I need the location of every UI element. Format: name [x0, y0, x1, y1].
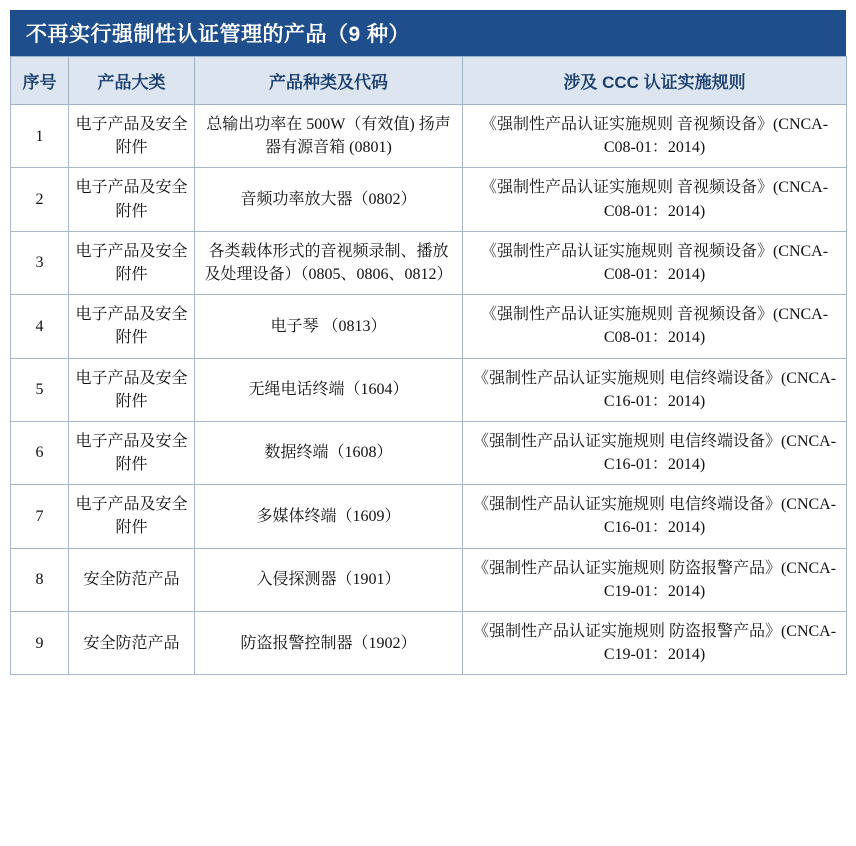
cell-kind: 音频功率放大器（0802）: [195, 168, 463, 231]
table-row: [11, 105, 847, 168]
cell-index: 8: [11, 548, 69, 611]
cell-category: 安全防范产品: [69, 548, 195, 611]
cell-index: 7: [11, 485, 69, 548]
cell-index: 1: [11, 105, 69, 168]
cell-rule: 《强制性产品认证实施规则 防盗报警产品》(CNCA-C19-01：2014): [463, 612, 847, 675]
cell-rule: 《强制性产品认证实施规则 电信终端设备》(CNCA-C16-01：2014): [463, 358, 847, 421]
column-header-category: 产品大类: [69, 57, 195, 105]
table-row: [11, 485, 847, 548]
cell-category: 电子产品及安全附件: [69, 231, 195, 294]
column-header-kind: 产品种类及代码: [195, 57, 463, 105]
table-row: [11, 295, 847, 358]
table-row: [11, 358, 847, 421]
cell-category: 电子产品及安全附件: [69, 168, 195, 231]
table-row: [11, 168, 847, 231]
cell-index: 9: [11, 612, 69, 675]
cell-kind: 总输出功率在 500W（有效值) 扬声器有源音箱 (0801): [195, 105, 463, 168]
table-row: [11, 231, 847, 294]
cell-rule: 《强制性产品认证实施规则 防盗报警产品》(CNCA-C19-01：2014): [463, 548, 847, 611]
cell-kind: 数据终端（1608）: [195, 421, 463, 484]
cell-category: 电子产品及安全附件: [69, 358, 195, 421]
cell-index: 3: [11, 231, 69, 294]
cell-category: 安全防范产品: [69, 612, 195, 675]
cell-kind: 无绳电话终端（1604）: [195, 358, 463, 421]
cell-kind: 各类载体形式的音视频录制、播放及处理设备）（0805、0806、0812）: [195, 231, 463, 294]
table-body: [11, 105, 847, 675]
cell-kind: 多媒体终端（1609）: [195, 485, 463, 548]
column-header-index: 序号: [11, 57, 69, 105]
cell-rule: 《强制性产品认证实施规则 音视频设备》(CNCA-C08-01：2014): [463, 168, 847, 231]
table-header-row: [11, 57, 847, 105]
table-header: [11, 57, 847, 105]
cell-index: 4: [11, 295, 69, 358]
cell-category: 电子产品及安全附件: [69, 485, 195, 548]
cell-category: 电子产品及安全附件: [69, 421, 195, 484]
cell-index: 5: [11, 358, 69, 421]
page-title: 不再实行强制性认证管理的产品（9 种）: [26, 23, 411, 46]
cell-rule: 《强制性产品认证实施规则 电信终端设备》(CNCA-C16-01：2014): [463, 421, 847, 484]
cell-kind: 电子琴 （0813）: [195, 295, 463, 358]
cell-rule: 《强制性产品认证实施规则 音视频设备》(CNCA-C08-01：2014): [463, 295, 847, 358]
table-row: [11, 548, 847, 611]
cell-kind: 入侵探测器（1901）: [195, 548, 463, 611]
cell-index: 2: [11, 168, 69, 231]
cell-rule: 《强制性产品认证实施规则 电信终端设备》(CNCA-C16-01：2014): [463, 485, 847, 548]
cell-rule: 《强制性产品认证实施规则 音视频设备》(CNCA-C08-01：2014): [463, 231, 847, 294]
cell-kind: 防盗报警控制器（1902）: [195, 612, 463, 675]
certification-products-table: [10, 56, 847, 675]
column-header-rule: 涉及 CCC 认证实施规则: [463, 57, 847, 105]
table-row: [11, 421, 847, 484]
cell-index: 6: [11, 421, 69, 484]
page-title-bar: [10, 10, 846, 56]
cell-rule: 《强制性产品认证实施规则 音视频设备》(CNCA-C08-01：2014): [463, 105, 847, 168]
cell-category: 电子产品及安全附件: [69, 295, 195, 358]
cell-category: 电子产品及安全附件: [69, 105, 195, 168]
table-row: [11, 612, 847, 675]
